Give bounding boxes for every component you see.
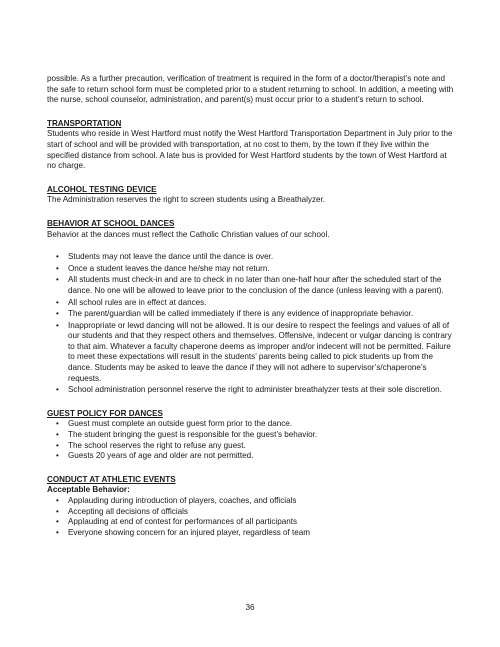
guest-heading: GUEST POLICY FOR DANCES bbox=[47, 408, 163, 418]
transportation-paragraph: Students who reside in West Hartford must notify the West Hartford Transportation Department in July prior to the start of school and will be provided with transportation, at no cost to them, by the town if they live within the specified distance from school. A late bus is provided for West Hartford students by the town of West Hartford at no charge. bbox=[47, 129, 453, 171]
list-item: • The student bringing the guest is responsible for the guest’s behavior. bbox=[47, 430, 456, 441]
list-item: • The parent/guardian will be called immediately if there is any evidence of inappropriate behavior. bbox=[47, 309, 456, 320]
alcohol-heading: ALCOHOL TESTING DEVICE bbox=[47, 184, 157, 194]
list-item: • Guest must complete an outside guest form prior to the dance. bbox=[47, 419, 456, 430]
list-item: • Students may not leave the dance until the dance is over. bbox=[47, 252, 456, 263]
dances-section bbox=[47, 219, 456, 396]
list-item: • All students must check-in and are to check in no later than one-half hour after the scheduled start of the dance. No one will be allowed to leave prior to the conclusion of the dance (unless leaving with a parent). bbox=[47, 275, 456, 296]
athletic-behavior-list bbox=[47, 496, 456, 538]
list-item: • Applauding at end of contest for performances of all participants bbox=[47, 517, 456, 528]
transportation-heading: TRANSPORTATION bbox=[47, 118, 122, 128]
list-item: • All school rules are in effect at dances. bbox=[47, 298, 456, 309]
athletic-heading: CONDUCT AT ATHLETIC EVENTS bbox=[47, 474, 176, 484]
list-item: • Once a student leaves the dance he/she may not return. bbox=[47, 264, 456, 275]
dances-rule-list bbox=[47, 252, 456, 396]
list-item: • Inappropriate or lewd dancing will not be allowed. It is our desire to respect the feelings and values of all of our students and that they respect others and themselves. Offensive, indecent or vulgar dancing is contrary to that aim. Whatever a faculty chaperone deems as improper and/or indecent will not be permitted. Failure to meet these expectations will result in the students’ parents being called to pick students up from the dance. Students may be asked to leave the dance if they will not adhere to supervisor’s/chaperone’s requests. bbox=[47, 321, 456, 385]
athletic-section bbox=[47, 475, 456, 539]
dances-paragraph: Behavior at the dances must reflect the Catholic Christian values of our school. bbox=[47, 229, 330, 239]
list-item: • Accepting all decisions of officials bbox=[47, 507, 456, 518]
list-item: • Guests 20 years of age and older are not permitted. bbox=[47, 451, 456, 462]
list-item: • Everyone showing concern for an injured player, regardless of team bbox=[47, 528, 456, 539]
guest-rule-list bbox=[47, 419, 456, 461]
transportation-section bbox=[47, 119, 456, 172]
list-item: • The school reserves the right to refuse any guest. bbox=[47, 441, 456, 452]
page-number: 36 bbox=[245, 603, 255, 612]
athletic-subheading: Acceptable Behavior: bbox=[47, 485, 130, 495]
intro-section bbox=[47, 74, 456, 106]
alcohol-paragraph: The Administration reserves the right to screen students using a Breathalyzer. bbox=[47, 195, 326, 205]
dances-heading: BEHAVIOR AT SCHOOL DANCES bbox=[47, 218, 175, 228]
intro-paragraph: possible. As a further precaution, verification of treatment is required in the form of a doctor/therapist’s note and the safe to return school form must be completed prior to a student returning to school. In addition, a meeting with the nurse, school counselor, administration, and parent(s) must occur prior to a student’s return to school. bbox=[47, 74, 454, 105]
list-item: • School administration personnel reserve the right to administer breathalyzer tests at their sole discretion. bbox=[47, 385, 456, 396]
alcohol-section bbox=[47, 185, 456, 206]
list-item: • Applauding during introduction of players, coaches, and officials bbox=[47, 496, 456, 507]
guest-section bbox=[47, 409, 456, 462]
